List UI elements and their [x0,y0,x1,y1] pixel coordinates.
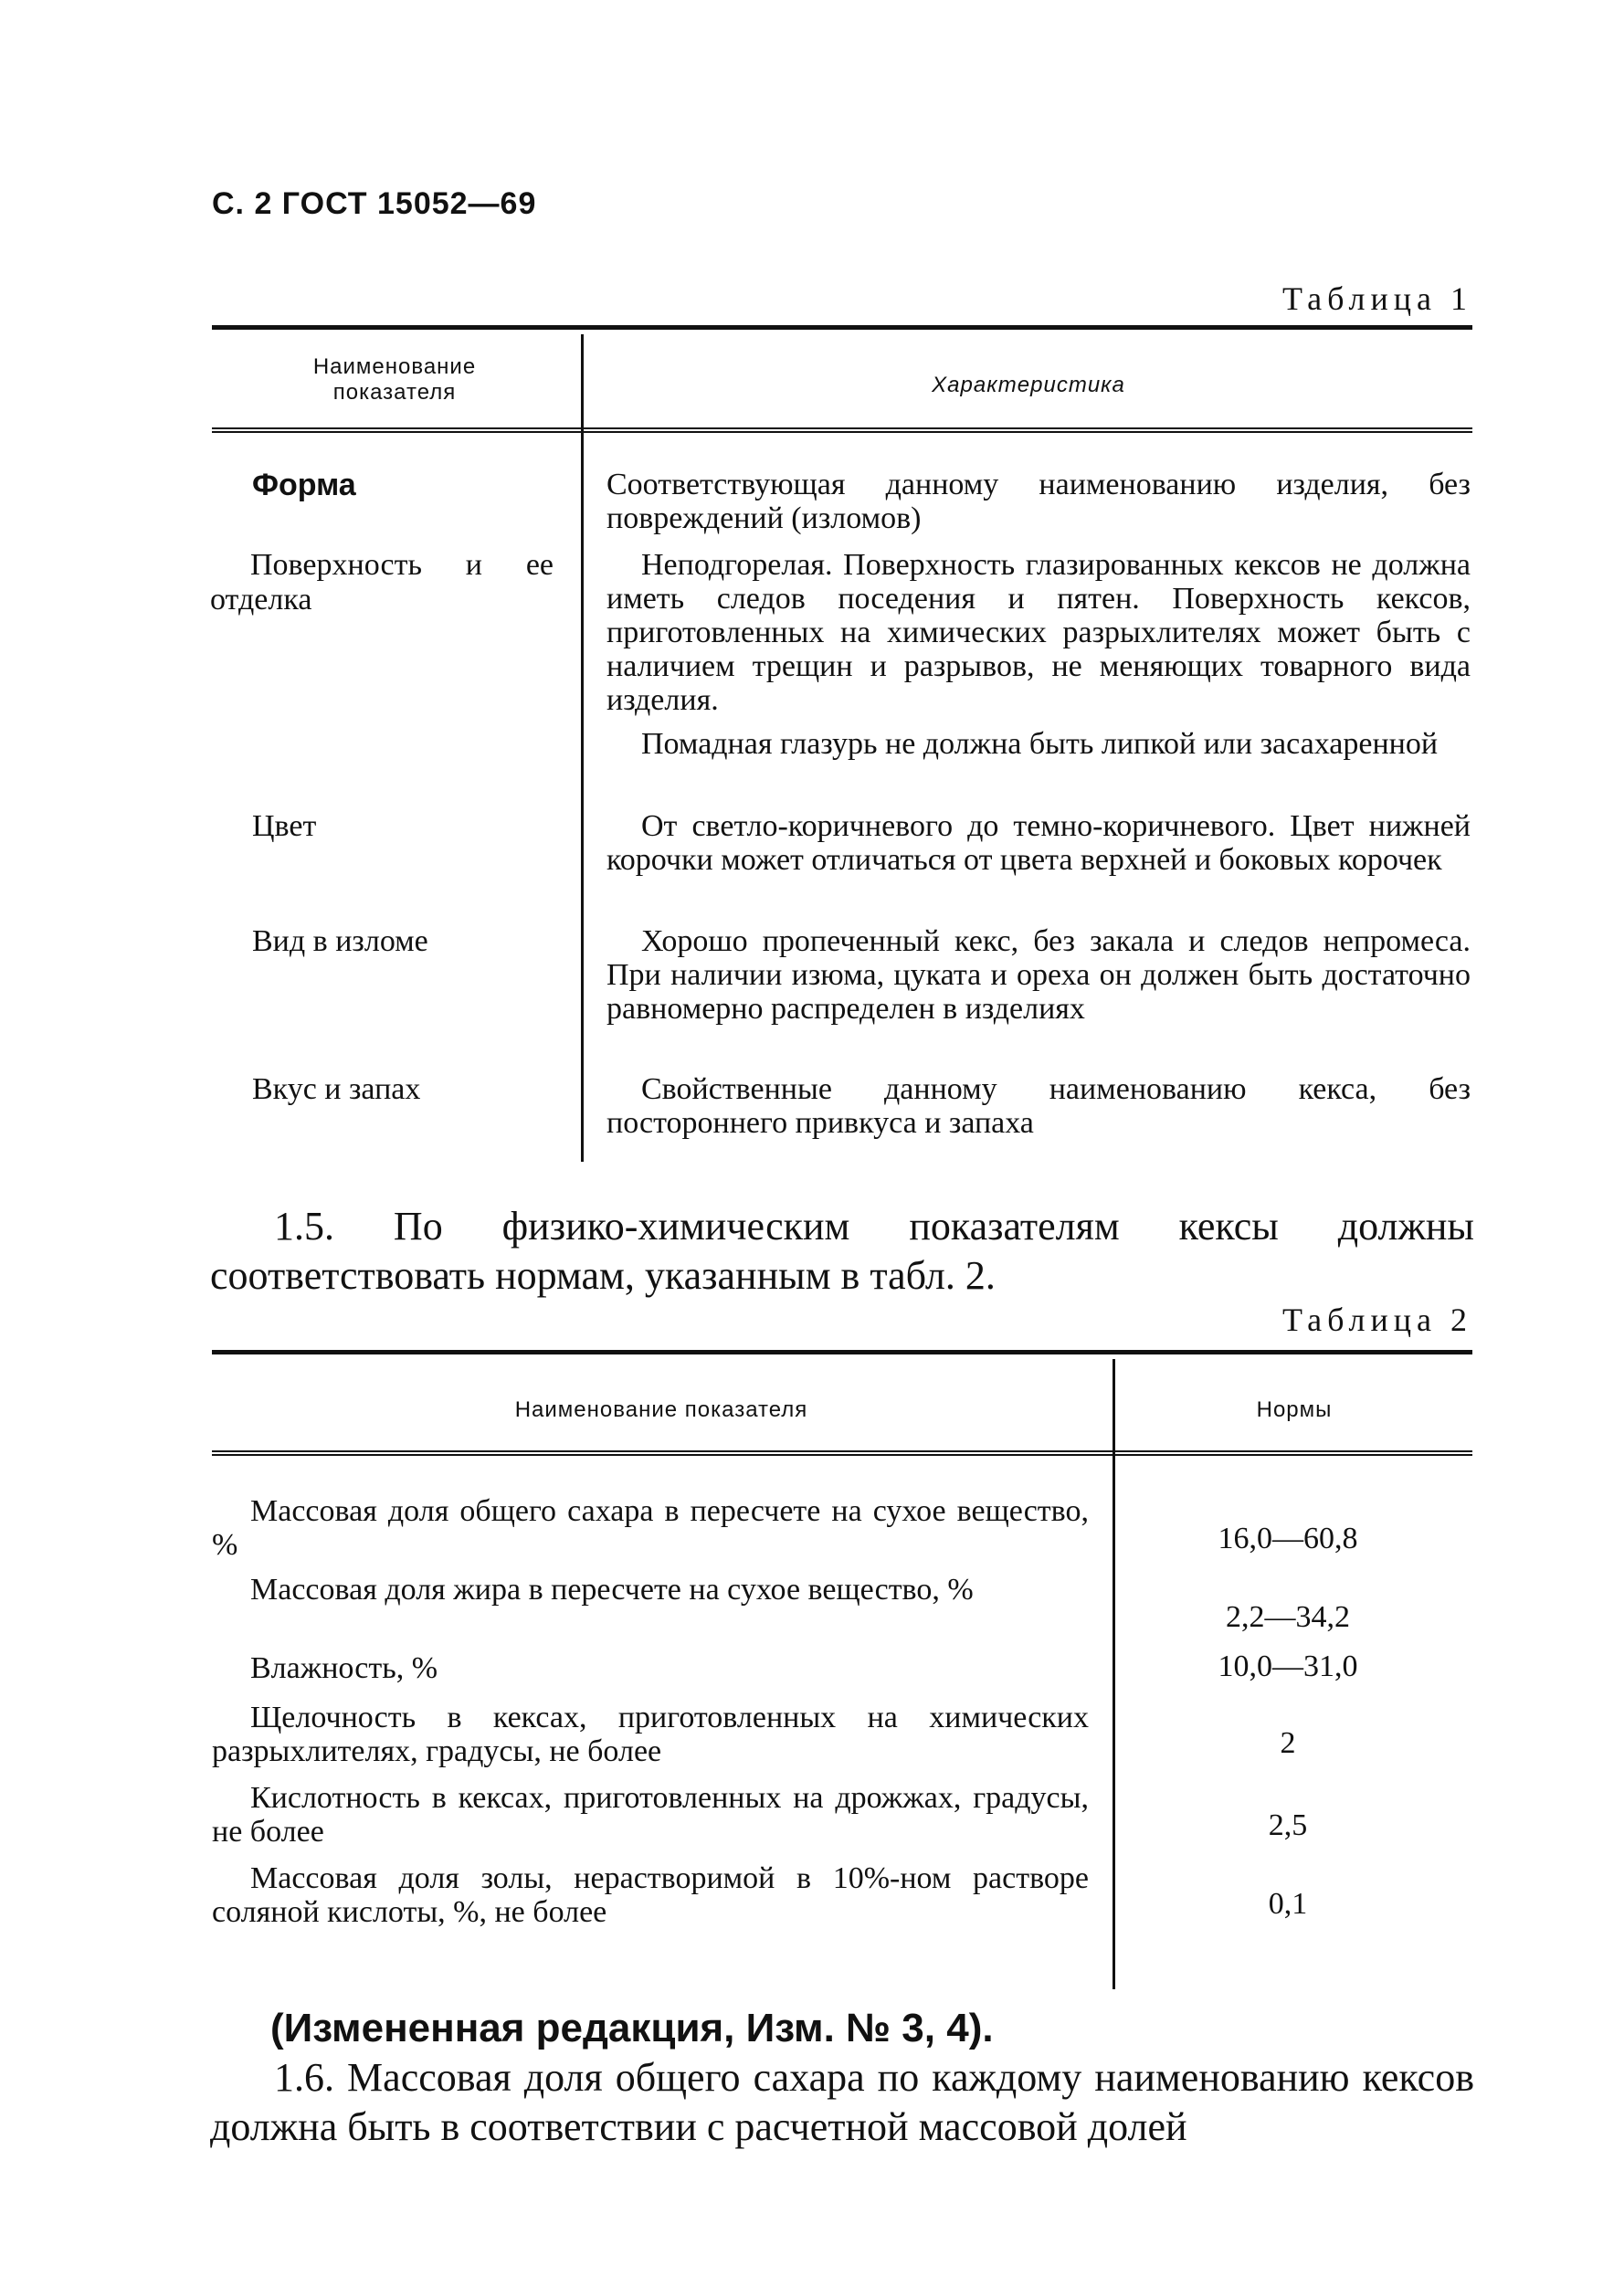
table1-row-label: Вкус и запах [252,1072,421,1106]
amendment-note: (Измененная редакция, Изм. № 3, 4). [270,2006,994,2050]
table2-row-label: Массовая доля жира в пересчете на сухое вещество, % [250,1573,974,1607]
table1-row-desc: Свойственные данному наименованию кекса, без постороннего привкуса и запаха [606,1072,1471,1140]
table1-top-rule [212,325,1472,330]
table1-row-desc: Помадная глазурь не должна быть липкой или засахаренной [641,727,1439,761]
table1-row-desc: От светло-коричневого до темно-коричневого. Цвет нижней корочки может отличаться от цвета верхней и боковых корочек [606,809,1471,877]
table2-header-norms: Нормы [1256,1397,1333,1422]
table1-row-desc: Неподгорелая. Поверхность глазированных кексов не должна иметь следов поседения и пятен. Поверхность кексов, приготовленных на химических разрыхлителях может быть с наличием трещин и разрывов, не меняющих товарного вида изделия. [606,548,1471,717]
table1-row-label: Цвет [252,809,317,843]
table2-row-label: Кислотность в кексах, приготовленных на дрожжах, градусы, не более [212,1781,1089,1849]
table2-top-rule [212,1350,1472,1354]
table2-row-label: Щелочность в кексах, приготовленных на химических разрыхлителях, градусы, не более [212,1701,1089,1768]
table2-header-name: Наименование показателя [514,1397,808,1422]
table2-row-value: 16,0—60,8 [1218,1522,1358,1555]
table2-row-value: 0,1 [1268,1887,1308,1921]
table1-row-desc: Соответствующая данному наименованию изделия, без повреждений (изломов) [606,468,1471,535]
page-header: С. 2 ГОСТ 15052—69 [212,186,537,221]
table2-row-value: 2,2—34,2 [1226,1600,1350,1634]
table1-row-desc: Хорошо пропеченный кекс, без закала и следов непромеса. При наличии изюма, цуката и ореха он должен быть достаточно равномерно распределен в изделиях [606,924,1471,1026]
table2-row-value: 2 [1280,1726,1296,1760]
table1-row-label: Форма [252,468,356,502]
table2-row-label: Влажность, % [250,1651,438,1685]
table1-column-divider [581,334,584,1162]
table1-row-label: Вид в изломе [252,924,428,958]
table2-row-label: Массовая доля золы, нерастворимой в 10%-ном растворе соляной кислоты, %, не более [212,1861,1089,1929]
table1-header-name: Наименование показателя [312,354,477,405]
table2-row-value: 2,5 [1268,1808,1308,1842]
table2-caption: Таблица 2 [1282,1302,1472,1338]
table2-header-rule [212,1450,1472,1456]
table1-row-label: Поверхность и ее отделка [210,548,554,617]
table2-row-value: 10,0—31,0 [1218,1649,1358,1683]
table1-header-characteristic: Характеристика [932,373,1125,397]
table1-header-rule [212,427,1472,433]
paragraph-1-5: 1.5. По физико-химическим показателям кексы должны соответствовать нормам, указанным в табл. 2. [210,1204,1474,1298]
paragraph-1-6: 1.6. Массовая доля общего сахара по каждому наименованию кексов должна быть в соответствии с расчетной массовой долей [210,2055,1474,2149]
table1-caption: Таблица 1 [1282,280,1472,317]
table2-row-label: Массовая доля общего сахара в пересчете на сухое вещество, % [212,1494,1089,1562]
